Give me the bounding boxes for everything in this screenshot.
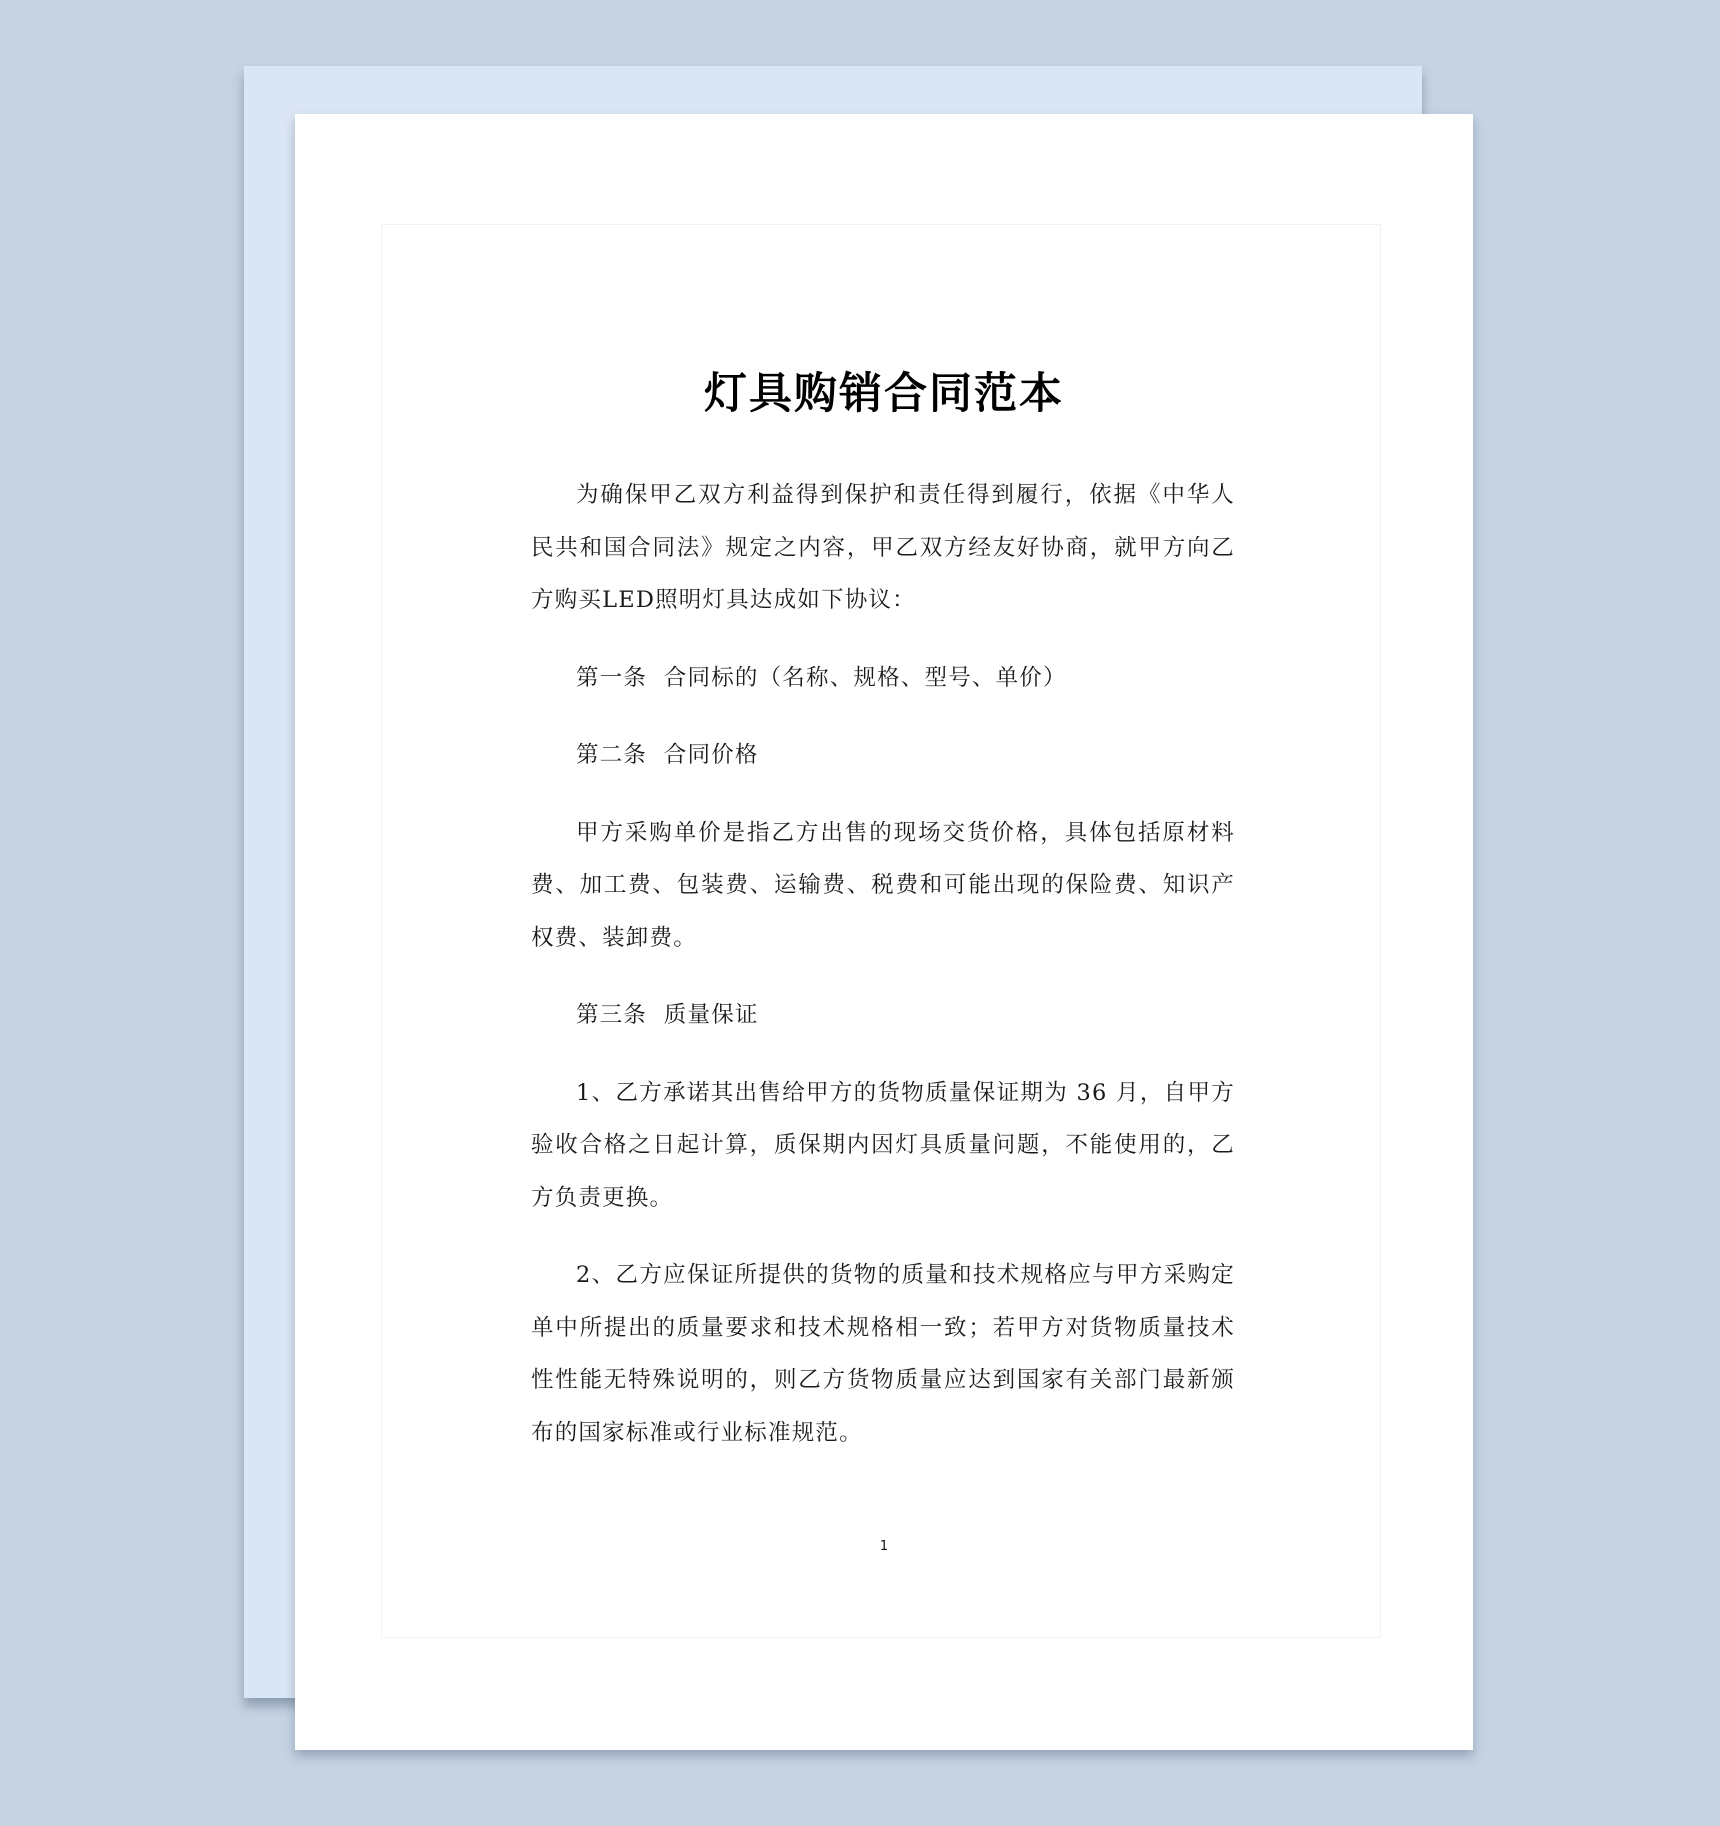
article-2-paragraph: 甲方采购单价是指乙方出售的现场交货价格，具体包括原材料费、加工费、包装费、运输费、税费和可能出现的保险费、知识产权费、装卸费。 — [531, 819, 1235, 951]
document-title: 灯具购销合同范本 — [704, 369, 1064, 419]
intro-paragraph: 为确保甲乙双方利益得到保护和责任得到履行，依据《中华人民共和国合同法》规定之内容，甲乙双方经友好协商，就甲方向乙方购买LED照明灯具达成如下协议： — [531, 482, 1235, 613]
page-number: 1 — [879, 1539, 889, 1554]
document-page — [295, 114, 1473, 1750]
article-3-heading: 第三条 质量保证 — [576, 1002, 759, 1028]
article-3-item-2: 2、乙方应保证所提供的货物的质量和技术规格应与甲方采购定单中所提出的质量要求和技术规格相一致；若甲方对货物质量技术性性能无特殊说明的，则乙方货物质量应达到国家有关部门最新颁布的国家标准或行业标准规范。 — [531, 1262, 1235, 1446]
article-1-heading: 第一条 合同标的（名称、规格、型号、单价） — [576, 664, 1067, 691]
article-3-item-1: 1、乙方承诺其出售给甲方的货物质量保证期为 36 月，自甲方验收合格之日起计算，质保期内因灯具质量问题，不能使用的，乙方负责更换。 — [531, 1079, 1235, 1211]
document-body — [531, 469, 1235, 1484]
article-2-heading: 第二条 合同价格 — [576, 742, 759, 768]
